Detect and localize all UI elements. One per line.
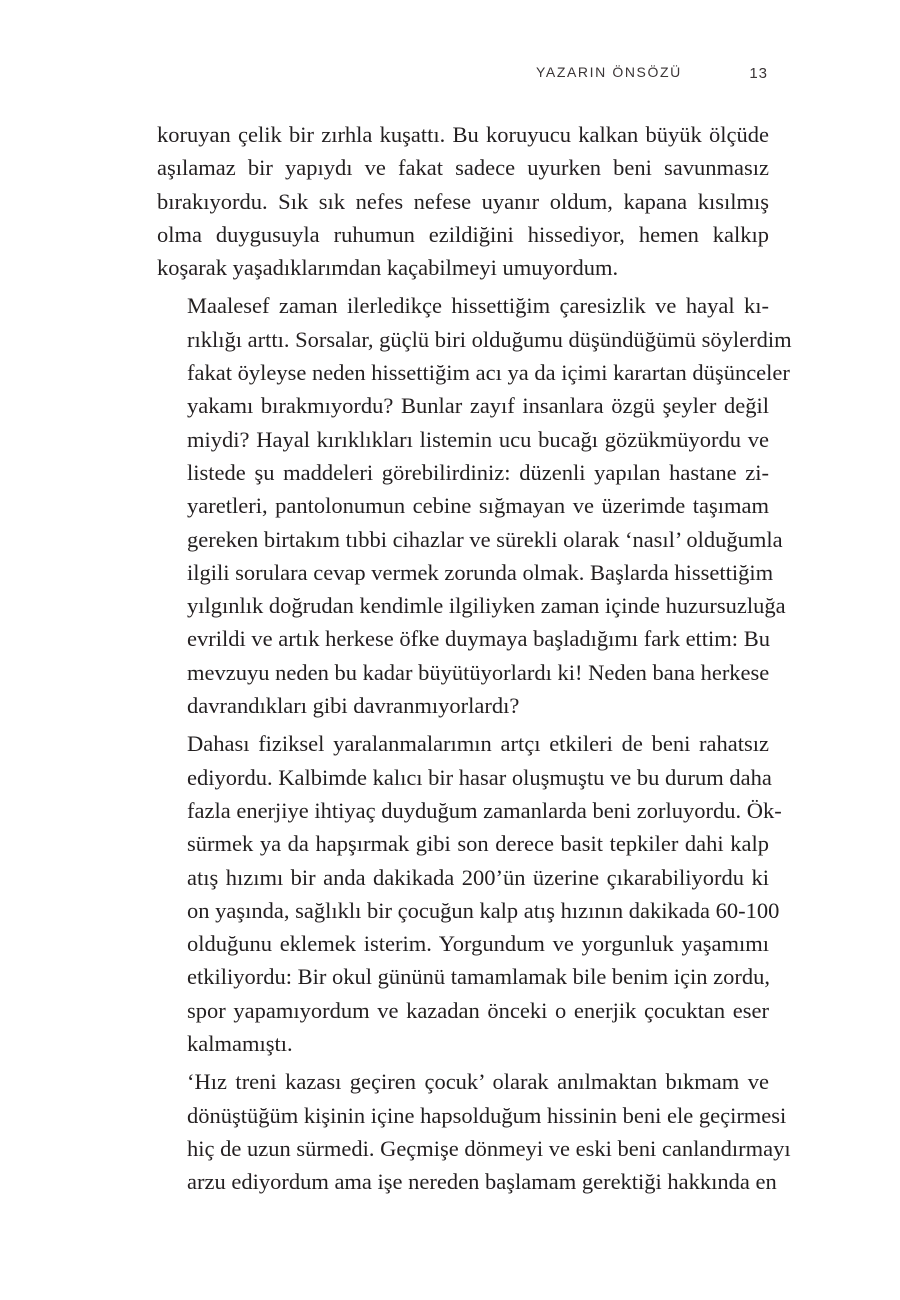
text-line: Maalesef zaman ilerledikçe hissettiğim çaresizlik ve hayal kı- <box>187 293 769 319</box>
body-text <box>157 118 792 1199</box>
text-line: atış hızımı bir anda dakikada 200’ün üzerine çıkarabiliyordu ki <box>187 864 769 890</box>
text-line: on yaşında, sağlıklı bir çocuğun kalp atış hızının dakikada 60-100 <box>187 897 780 923</box>
text-line: spor yapamıyordum ve kazadan önceki o enerjik çocuktan eser <box>187 997 769 1023</box>
text-line: evrildi ve artık herkese öfke duymaya başladığımı fark ettim: Bu <box>187 626 770 652</box>
text-line: ilgili sorulara cevap vermek zorunda olmak. Başlarda hissettiğim <box>187 559 774 585</box>
text-line: fakat öyleyse neden hissettiğim acı ya da içimi karartan düşünceler <box>187 360 790 386</box>
text-line: ‘Hız treni kazası geçiren çocuk’ olarak anılmaktan bıkmam ve <box>187 1069 769 1095</box>
text-line: rıklığı arttı. Sorsalar, güçlü biri olduğumu düşündüğümü söylerdim <box>187 326 792 352</box>
text-line: Dahası fiziksel yaralanmalarımın artçı etkileri de beni rahatsız <box>187 731 769 757</box>
paragraph <box>157 118 769 284</box>
running-header <box>536 64 768 88</box>
text-line: yaretleri, pantolonumun cebine sığmayan ve üzerimde taşımam <box>187 493 769 519</box>
text-line: aşılamaz bir yapıydı ve fakat sadece uyurken beni savunmasız <box>157 155 769 181</box>
page-number: 13 <box>749 65 768 82</box>
text-line: listede şu maddeleri görebilirdiniz: düzenli yapılan hastane zi- <box>187 459 769 485</box>
text-line: davrandıkları gibi davranmıyorlardı? <box>187 693 520 719</box>
text-line: olma duygusuyla ruhumun ezildiğini hissediyor, hemen kalkıp <box>157 221 769 247</box>
running-title: YAZARIN ÖNSÖZÜ <box>536 64 682 80</box>
text-line: dönüştüğüm kişinin içine hapsolduğum hissinin beni ele geçirmesi <box>187 1102 787 1128</box>
text-line: gereken birtakım tıbbi cihazlar ve sürekli olarak ‘nasıl’ olduğumla <box>187 526 783 552</box>
text-line: ediyordu. Kalbimde kalıcı bir hasar oluşmuştu ve bu durum daha <box>187 764 772 790</box>
paragraph <box>157 1065 791 1198</box>
text-line: koruyan çelik bir zırhla kuşattı. Bu koruyucu kalkan büyük ölçüde <box>157 122 769 147</box>
text-line: fazla enerjiye ihtiyaç duyduğum zamanlarda beni zorluyordu. Ök- <box>187 797 782 823</box>
paragraph <box>157 727 782 1060</box>
text-line: hiç de uzun sürmedi. Geçmişe dönmeyi ve eski beni canlandırmayı <box>187 1135 791 1161</box>
text-line: miydi? Hayal kırıklıkları listemin ucu bucağı gözükmüyordu ve <box>187 426 769 452</box>
text-line: mevzuyu neden bu kadar büyütüyorlardı ki! Neden bana herkese <box>187 659 770 685</box>
text-line: etkiliyordu: Bir okul gününü tamamlamak bile benim için zordu, <box>187 964 771 990</box>
text-line: yakamı bırakmıyordu? Bunlar zayıf insanlara özgü şeyler değil <box>187 393 769 419</box>
text-line: yılgınlık doğrudan kendimle ilgiliyken zaman içinde huzursuzluğa <box>187 593 786 619</box>
text-line: koşarak yaşadıklarımdan kaçabilmeyi umuyordum. <box>157 255 619 281</box>
text-line: sürmek ya da hapşırmak gibi son derece basit tepkiler dahi kalp <box>187 831 769 857</box>
paragraph <box>157 289 792 722</box>
text-line: kalmamıştı. <box>187 1031 293 1057</box>
text-line: arzu ediyordum ama işe nereden başlamam gerektiği hakkında en <box>187 1169 777 1195</box>
text-line: bırakıyordu. Sık sık nefes nefese uyanır oldum, kapana kısılmış <box>157 188 769 214</box>
text-line: olduğunu eklemek isterim. Yorgundum ve yorgunluk yaşamımı <box>187 931 769 957</box>
